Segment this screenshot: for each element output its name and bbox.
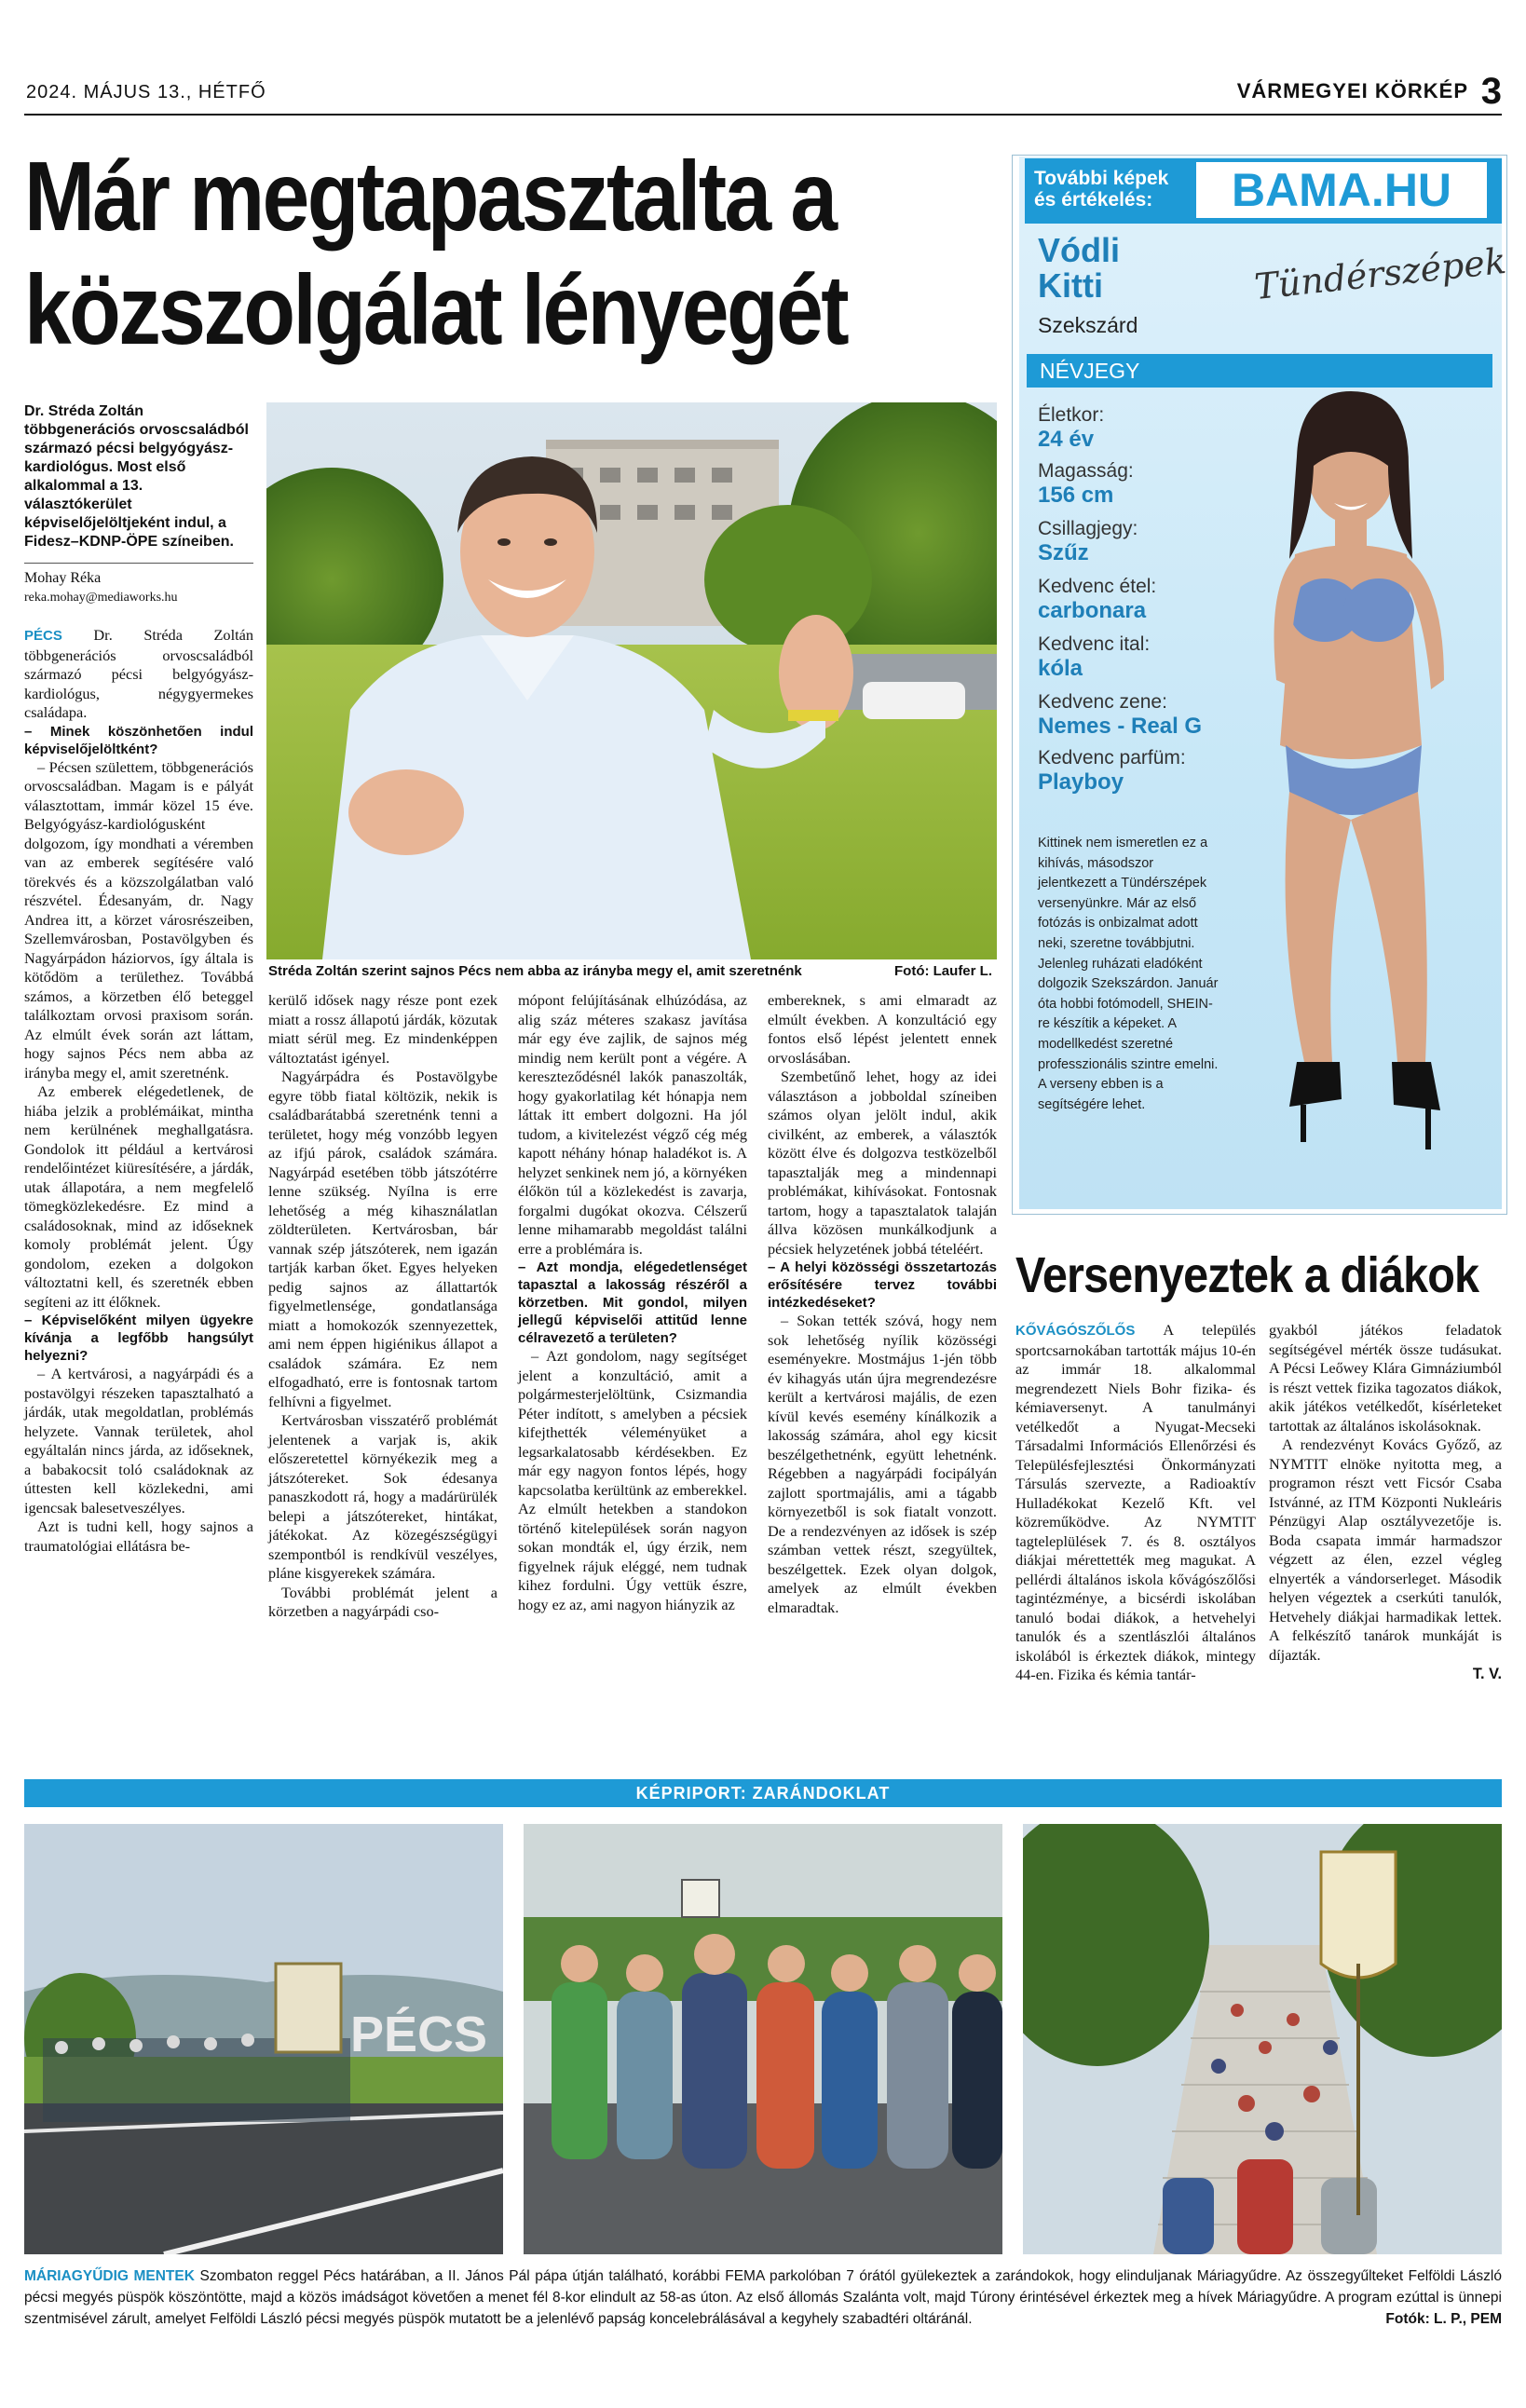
field-value: Szűz (1038, 540, 1089, 565)
model-photo (1211, 354, 1491, 1202)
field-label: Kedvenc parfüm: (1038, 747, 1186, 769)
field-value: kóla (1038, 656, 1083, 681)
field-label: Kedvenc zene: (1038, 691, 1167, 713)
article-lead: Dr. Stréda Zoltán többgenerációs orvoscsaládból származó pécsi belgyógyász-kardiológus. Most első alkalommal a 13. választókerület képviselőjelöltjeként indul, a Fidesz–KDNP-ÖPE színeiben. (24, 403, 249, 550)
more-text (1034, 168, 1168, 211)
field-value: Playboy (1038, 769, 1124, 795)
paragraph: – A kertvárosi, a nagyárpádi és a postavölgyi részeken tapasztalható a járdák, utak megoldatlan, problémás helyzete. Vannak területek, ahol egyáltalán nincs járda, az időseknek, a babakocsit toló családoknak az úttesten kell közlekedni, ami igencsak balesetveszélyes. (24, 1365, 253, 1517)
brand-script-logo: Tündérszépek (1252, 239, 1508, 308)
paragraph-text: Dr. Stréda Zoltán többgenerációs orvoscsaládból származó pécsi belgyógyász-kardiológus, négygyermekes családapa. (24, 626, 253, 721)
headline-line-1: Már megtapasztalta a (24, 142, 836, 252)
caption-text: Szombaton reggel Pécs határában, a II. János Pál pápa útján található, korábbi FEMA parkolóban 7 órától gyülekeztek a zarándokok, hogy elinduljanak Máriagyűdre. Az összegyűlteket Felföldi László pécsi megyés püspök köszöntötte, majd a közös imádságot követően a menet fél 8-kor elindult az 58-as úton. Az első állomás Szalánta volt, majd Túrony érintésével érkeztek meg a hívek Máriagyűdre. A program ezúttal is ünnepi szentmisével zárult, amelyet Felföldi László pécsi megyés püspök mutatott be a jelenlévő papság koncelebrálásával a kegyhely szabadtéri oltáránál. (24, 2268, 1502, 2327)
paragraph: Az emberek elégedetlenek, de hiába jelzik a problémáikat, mintha nem kerülnének meghallgatásra. Gondolok itt például a kertvárosi rendelőintézet kiüresítésére, a járdák, utak állapotára, a nem megfelelő tömegközlekedésre. Ez mind a családosoknak, mind az időseknek komoly problémát jelent. Úgy gondolom, ezeken a dolgokon változtatni kell, és szeretnék ebben segíteni az itt élőknek. (24, 1082, 253, 1311)
paragraph: kerülő idősek nagy része pont ezek miatt a rossz állapotú járdák, közutak miatt sérül meg. Ez mindenképpen változtatást igényel. (268, 991, 497, 1067)
page-number: 3 (1480, 71, 1502, 112)
article-column-4 (768, 991, 997, 1617)
contestant-name (1038, 233, 1120, 304)
stairs-procession-graphic (1023, 1824, 1502, 2254)
main-photo (266, 402, 997, 959)
contestant-town: Szekszárd (1038, 313, 1138, 337)
section-title: VÁRMEGYEI KÖRKÉP (1236, 79, 1468, 102)
paragraph: A rendezvényt Kovács Győző, az NYMTIT elnöke nyitotta meg, a programon részt vett Ficsór Csaba Istvánné, az ITM Központi Nukleáris Pénzügyi Alap osztályvezetője is. Boda csapata immár harmadszor végzett az élen, ezzel végleg elnyerték a vándorserleget. Második helyen végeztek a cserkúti tanulók, Hetvehely diákjai harmadikak lettek. A felkészítő tanárok munkáját is díjazták. (1269, 1435, 1502, 1664)
photo-report-credit: Fotók: L. P., PEM (1385, 2311, 1502, 2327)
paragraph: További problémát jelent a körzetben a nagyárpádi cso- (268, 1583, 497, 1620)
field-label: Életkor: (1038, 404, 1105, 426)
paragraph: embereknek, s ami elmaradt az elmúlt években. A konzultáció egy fontos első lépést jelentett ennek orvoslásában. (768, 991, 997, 1067)
paragraph: Azt is tudni kell, hogy sajnos a traumatológiai ellátásra be- (24, 1517, 253, 1555)
question: – Azt mondja, elégedetlenséget tapasztal a lakosság részéről a körzetben. Mit gondol, milyen jellegű képviselői attitűd lenne célravezető a területen? (518, 1259, 747, 1346)
pecs-sign-text: PÉCS (350, 2007, 488, 2062)
article-column-3 (518, 991, 747, 1614)
crowd-walking-graphic (524, 1824, 1002, 2254)
name-last: Kitti (1038, 266, 1103, 305)
field-label: Kedvenc ital: (1038, 633, 1151, 655)
paragraph: Szembetűnő lehet, hogy az idei választáson a jobboldal színeiben számos olyan jelölt indul, akik civilként, az emberek, a választók között élve és dolgozva testközelből tapasztalják meg a mindennapi problémákat, kihívásokat. Fontosnak tartom, hogy a tapasztalatok talaján állva közösen munkálkodjunk a pécsiek helyzetének jobbá tételéért. (768, 1068, 997, 1258)
author-email: reka.mohay@mediaworks.hu (24, 591, 178, 605)
model-figure-graphic (1211, 354, 1491, 1202)
article-column-1 (24, 626, 253, 1556)
second-headline: Versenyeztek a diákok (1015, 1247, 1479, 1303)
paragraph-text: A település sportcsarnokában tartották május 10-én az immár 18. alkalommal megrendezett Niels Bohr fizika- és kémiaversenyt. A tanulmányi vetélkedőt a Nyugat-Mecseki Társadalmi Információs Ellenőrzési és Településfejlesztési Önkormányzati Társulás szervezte, a Radioaktív Hulladékokat Kezelő Kft. vel közreműködve. Az NYMTIT tagteleplülések 7. és 8. osztályos diákjai mérettették meg magukat. A pellérdi általános iskola kővágószőlősi tagintézménye, a bicsérdi iskolában tanuló bodai diákok, a hetvehelyi tanulók és a szentlászlói általános iskolából is érkeztek diákok, mintegy 44-en. Fizika és kémia tantár- (1015, 1321, 1256, 1683)
second-article-column-2 (1269, 1321, 1502, 1684)
field-label: Magasság: (1038, 460, 1134, 482)
more-text-line-2: és értékelés: (1034, 189, 1153, 211)
contestant-bio: Kittinek nem ismeretlen ez a kihívás, másodszor jelentkezett a Tündérszépek versenyünkre. Már az első fotózás is onbizalmat adott neki, szeretne továbbjutni. Jelenleg ruházati eladóként dolgozik Szekszárdon. Január óta hobbi fotómodell, SHEIN-re készítik a képeket. A modellkedést szeretné professzionális szintre emelni. A verseny ebben is a segítségére lehet. (1038, 836, 1219, 1112)
paragraph: – Sokan tették szóvá, hogy nem sok lehetőség nyílik közösségi eseményekre. Mostmájus 1-jén több év kihagyás után újra megrendezésre került a kertvárosi majális, de ezen kívül kevés esemény kínálkozik a lakosság számára, ahol egy kicsit beszélgethetnénk, együtt lehetnénk. Régebben a nagyárpádi focipályán zajlott sportmajális, ami a tágabb környezetből is sok fiatalt vonzott. De a rendezvényen az idősek is szép számban vettek részt, szegyültek, beszélgettek. Ezek olyan dolgok, amelyek az elmúlt években elmaradtak. (768, 1312, 997, 1616)
paragraph: Nagyárpádra és Postavölgybe egyre több fiatal költözik, nekik is családbarátabbá szeretnénk tenni a területet, hogy még vonzóbb legyen az ifjú párok, családok számára. Nagyárpád esetében több játszótérre lenne szükség. Nyílna is erre lehetőség a még kihasználatlan zöldterületen. Kertvárosban, bár vannak szép játszóterek, nem igazán tartják karban őket. Egyes helyeken pedig sajnos az állattartók figyelmetlensége, gondatlansága miatt a homokozók szennyezettek, ami nem éppen higiénikus állapot a családok számára. Ez nem elfogadható, erre is fontosnak tartom felhívni a figyelmet. (268, 1068, 497, 1410)
road-procession-graphic (24, 1824, 503, 2254)
question: – Képviselőként milyen ügyekre kívánja a legfőbb hangsúlyt helyezni? (24, 1313, 253, 1364)
issue-date: 2024. MÁJUS 13., HÉTFŐ (26, 82, 266, 102)
location-kicker: PÉCS (24, 628, 62, 644)
field-label: Kedvenc étel: (1038, 576, 1157, 597)
paragraph: Kertvárosban visszatérő problémát jelentenek a varjak is, akik előszeretettel környékezik meg a játszótereket. Sok édesanya panaszkodott rá, hogy a madárürülék belepi a játszótereket, hintákat, játékokat. Az közegészségügyi szempontból is rendkívül veszélyes, pláne kisgyerekek számára. (268, 1411, 497, 1582)
photo-report-title: KÉPRIPORT: ZARÁNDOKLAT (24, 1779, 1502, 1807)
pilgrimage-photo-2 (524, 1824, 1002, 2254)
location-kicker: KŐVÁGÓSZŐLŐS (1015, 1323, 1136, 1339)
paragraph (24, 626, 253, 723)
pilgrimage-photo-3 (1023, 1824, 1502, 2254)
question: – A helyi közösségi összetartozás erősítésére tervez további intézkedéseket? (768, 1259, 997, 1311)
name-first: Vódli (1038, 231, 1120, 269)
author-name: Mohay Réka (24, 570, 102, 586)
main-headline (24, 140, 874, 367)
headline-line-2: közszolgálat lényegét (24, 255, 848, 365)
photo-credit: Fotó: Laufer L. (894, 963, 992, 979)
field-label: Csillagjegy: (1038, 518, 1138, 539)
field-value: 156 cm (1038, 483, 1114, 508)
paragraph: mópont felújításának elhúzódása, az alig száz méteres szakasz javítása már egy éve zajlik, de sajnos még mindig nem került pont a végére. A kereszteződésnél lakók panaszolták, hogy gyakorlatilag két hónapja nem láttak itt embert dolgozni. Ha jól tudom, a kivitelezést végző cég még kapott néhány hónap haladékot is. A helyzet senkinek nem jó, a környéken élőkön túl a közlekedést is zavarja, forgalmi dugókat okozva. Célszerű lenne mihamarabb megoldást találni erre a problémára is. (518, 991, 747, 1258)
field-value: carbonara (1038, 598, 1147, 623)
field-value: Nemes - Real G (1038, 714, 1203, 739)
second-article-column-1 (1015, 1321, 1256, 1685)
site-link[interactable]: BAMA.HU (1196, 162, 1487, 218)
photo-report-caption (24, 2265, 1502, 2330)
question: – Minek köszönhetően indul képviselőjelöltként? (24, 723, 253, 757)
paragraph: gyakból játékos feladatok segítségével mérték össze tudásukat. A Pécsi Leőwey Klára Gimnáziumból is részt vettek fizika tagozatos diákok, akik játékos vetélkedőt, kísérleteket tartottak az általános iskolásoknak. (1269, 1321, 1502, 1435)
portrait-photo-graphic (266, 402, 997, 959)
photo-caption: Stréda Zoltán szerint sajnos Pécs nem abba az irányba megy el, amit szeretnénk (268, 963, 802, 979)
more-text-line-1: További képek (1034, 168, 1169, 189)
author-divider (24, 563, 253, 564)
field-value: 24 év (1038, 427, 1095, 452)
paragraph: – Azt gondolom, nagy segítséget jelent a konzultáció, amit a polgármesterjelöltünk, Csizmandia Péter indított, s amelyben a pécsiek kifejthették véleményüket a legsarkalatosabb kérdésekben. Ez már egy nagyon fontos lépés, hogy kapcsolatba kerültünk az emberekkel. Az elmúlt hetekben a standokon történő kitelepülések során nagyon sokan mondták el, úgy érzik, nem figyelnek rájuk eléggé, nem tudnak kihez fordulni. Úgy vettük észre, hogy ez az, ami nagyon hiányzik az (518, 1347, 747, 1613)
header-rule (24, 114, 1502, 116)
article-signature: T. V. (1472, 1666, 1502, 1682)
article-column-2 (268, 991, 497, 1622)
caption-kicker: MÁRIAGYŰDIG MENTEK (24, 2268, 195, 2284)
pilgrimage-photo-1 (24, 1824, 503, 2254)
paragraph: – Pécsen születtem, többgenerációs orvoscsaládban. Magam is e pályát választottam, immár közel 15 éve. Belgyógyász-kardiológusként dolgozom, így mondhati a véremben van az emberek segítésére való törekvés és a közszolgálatban való részvétel. Édesanyám, dr. Nagy Andrea itt, a körzet városrészeiben, Szellemvárosban, Postavölgyben és Nagyárpádon háziorvos, így általa is kötődöm a területhez. Továbbá számos, a körzetben élő beteggel találkoztam orvosi praxisom során. Az elmúlt évek során azt láttam, hogy sajnos Pécs nem abba az irányba megy el, amit szeretnénk. (24, 757, 253, 1082)
paragraph (1015, 1321, 1256, 1685)
card-title: NÉVJEGY (1027, 354, 1492, 388)
